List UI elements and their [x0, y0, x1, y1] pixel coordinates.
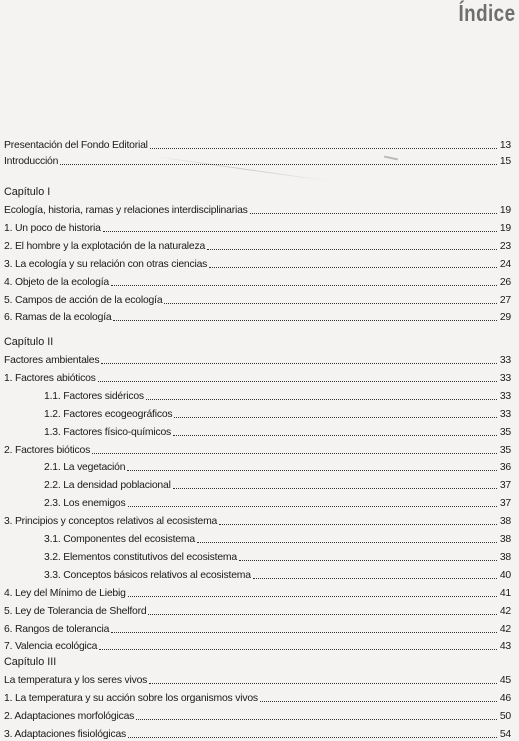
toc-entry-page: 54 — [499, 729, 511, 740]
toc-entry-page: 35 — [499, 445, 511, 456]
toc-entry-label: 4. Ley del Mínimo de Liebig — [4, 588, 126, 599]
toc-entry-label: 1.1. Factores sidéricos — [44, 391, 144, 402]
toc-entry-page: 40 — [499, 570, 511, 581]
chapter-heading: Capítulo I — [4, 186, 51, 198]
toc-entry[interactable] — [4, 441, 511, 457]
toc-entry-label: 5. Campos de acción de la ecología — [4, 295, 163, 306]
toc-entry-page: 42 — [499, 624, 511, 635]
toc-entry[interactable] — [4, 201, 511, 217]
toc-entry-page: 38 — [499, 516, 511, 527]
toc-entry[interactable] — [44, 566, 511, 582]
dot-leader — [173, 488, 497, 489]
toc-entry-page: 38 — [499, 534, 511, 545]
toc-entry-page: 37 — [499, 480, 511, 491]
toc-entry-label: 6. Ramas de la ecología — [4, 312, 112, 323]
dot-leader — [253, 578, 497, 579]
toc-entry-page: 29 — [499, 312, 511, 323]
toc-entry[interactable] — [4, 273, 511, 289]
dot-leader — [148, 614, 497, 615]
toc-entry[interactable] — [4, 689, 511, 705]
dot-leader — [111, 285, 497, 286]
toc-entry[interactable] — [44, 530, 511, 546]
toc-entry[interactable] — [44, 405, 511, 421]
toc-entry-page: 41 — [499, 588, 511, 599]
dot-leader — [197, 542, 497, 543]
toc-entry-page: 45 — [499, 675, 511, 686]
dot-leader — [103, 231, 497, 232]
toc-entry-page: 33 — [499, 373, 511, 384]
toc-entry[interactable] — [4, 512, 511, 528]
toc-entry-label: 1.2. Factores ecogeográficos — [44, 409, 173, 420]
toc-entry[interactable] — [4, 369, 511, 385]
toc-entry-label: 2. Factores bióticos — [4, 445, 91, 456]
toc-entry[interactable] — [44, 476, 511, 492]
dot-leader — [164, 303, 497, 304]
toc-entry-page: 50 — [499, 711, 511, 722]
toc-entry[interactable] — [4, 707, 511, 723]
toc-entry-label: 2.2. La densidad poblacional — [44, 480, 171, 491]
toc-entry-label: 3. Principios y conceptos relativos al ecosistema — [4, 516, 218, 527]
toc-entry-label: 1. Factores abióticos — [4, 373, 96, 384]
chapter-heading: Capítulo III — [4, 656, 57, 668]
dot-leader — [127, 470, 497, 471]
toc-entry-label: 3.3. Conceptos básicos relativos al ecosistema — [44, 570, 251, 581]
toc-entry-page: 38 — [499, 552, 511, 563]
dot-leader — [219, 524, 497, 525]
dot-leader — [149, 683, 497, 684]
toc-entry-label: 3.2. Elementos constitutivos del ecosistema — [44, 552, 237, 563]
toc-entry-page: 46 — [499, 693, 511, 704]
toc-entry-page: 36 — [499, 462, 511, 473]
dot-leader — [207, 249, 497, 250]
dot-leader — [128, 506, 497, 507]
toc-entry-label: 3. La ecología y su relación con otras ciencias — [4, 259, 208, 270]
toc-entry-label: 1. Un poco de historia — [4, 223, 101, 234]
toc-entry-page: 13 — [499, 140, 511, 151]
toc-entry[interactable] — [4, 255, 511, 271]
toc-entry[interactable] — [4, 219, 511, 235]
dot-leader — [128, 737, 497, 738]
dot-leader — [260, 701, 497, 702]
toc-entry-label: Presentación del Fondo Editorial — [4, 140, 148, 151]
toc-entry[interactable] — [4, 725, 511, 741]
dot-leader — [92, 453, 497, 454]
toc-entry[interactable] — [4, 351, 511, 367]
dot-leader — [174, 417, 497, 418]
toc-entry-page: 19 — [499, 205, 511, 216]
toc-entry[interactable] — [44, 387, 511, 403]
toc-entry-label: 1.3. Factores físico-químicos — [44, 427, 172, 438]
toc-entry[interactable] — [4, 237, 511, 253]
toc-entry-page: 43 — [499, 641, 511, 652]
dot-leader — [60, 164, 497, 165]
toc-entry-label: Ecología, historia, ramas y relaciones interdisciplinarias — [4, 205, 248, 216]
toc-entry[interactable] — [4, 584, 511, 600]
toc-entry-page: 26 — [499, 277, 511, 288]
toc-entry-page: 35 — [499, 427, 511, 438]
dot-leader — [99, 649, 497, 650]
toc-entry-label: 2.3. Los enemigos — [44, 498, 126, 509]
toc-entry-label: 2.1. La vegetación — [44, 462, 126, 473]
toc-entry[interactable] — [4, 308, 511, 324]
toc-entry-label: 6. Rangos de tolerancia — [4, 624, 110, 635]
toc-entry[interactable] — [44, 494, 511, 510]
page-title: Índice — [458, 0, 515, 26]
toc-entry-page: 27 — [499, 295, 511, 306]
toc-entry-page: 23 — [499, 241, 511, 252]
toc-entry[interactable] — [4, 620, 511, 636]
dot-leader — [150, 148, 497, 149]
toc-entry-label: 3. Adaptaciones fisiológicas — [4, 729, 127, 740]
toc-entry-page: 33 — [499, 409, 511, 420]
toc-entry[interactable] — [44, 458, 511, 474]
toc-entry-label: 2. Adaptaciones morfológicas — [4, 711, 135, 722]
dot-leader — [136, 719, 497, 720]
toc-entry-label: 2. El hombre y la explotación de la naturaleza — [4, 241, 206, 252]
toc-entry[interactable] — [4, 602, 511, 618]
toc-entry-page: 33 — [499, 391, 511, 402]
toc-entry-label: Factores ambientales — [4, 355, 100, 366]
toc-entry-label: 5. Ley de Tolerancia de Shelford — [4, 606, 147, 617]
dot-leader — [111, 632, 497, 633]
toc-entry[interactable] — [4, 637, 511, 653]
dot-leader — [128, 596, 497, 597]
dot-leader — [250, 213, 497, 214]
toc-entry-label: 1. La temperatura y su acción sobre los organismos vivos — [4, 693, 258, 704]
toc-entry[interactable] — [4, 291, 511, 307]
toc-entry-label: Introducción — [4, 156, 59, 167]
dot-leader — [173, 435, 497, 436]
dot-leader — [113, 320, 497, 321]
toc-entry[interactable] — [44, 548, 511, 564]
toc-entry-label: 3.1. Componentes del ecosistema — [44, 534, 195, 545]
toc-entry-label: 7. Valencia ecológica — [4, 641, 98, 652]
dot-leader — [209, 267, 497, 268]
toc-entry-label: 4. Objeto de la ecología — [4, 277, 109, 288]
toc-entry-label: La temperatura y los seres vivos — [4, 675, 148, 686]
toc-entry-page: 37 — [499, 498, 511, 509]
dot-leader — [146, 399, 497, 400]
dot-leader — [101, 363, 497, 364]
toc-entry-page: 33 — [499, 355, 511, 366]
toc-entry-page: 24 — [499, 259, 511, 270]
toc-entry-page: 15 — [499, 156, 511, 167]
chapter-heading: Capítulo II — [4, 336, 54, 348]
dot-leader — [98, 381, 497, 382]
toc-entry[interactable] — [4, 136, 511, 152]
toc-entry[interactable] — [4, 671, 511, 687]
toc-entry[interactable] — [44, 423, 511, 439]
toc-entry-page: 42 — [499, 606, 511, 617]
toc-entry-page: 19 — [499, 223, 511, 234]
toc-entry[interactable] — [4, 152, 511, 168]
dot-leader — [239, 560, 497, 561]
